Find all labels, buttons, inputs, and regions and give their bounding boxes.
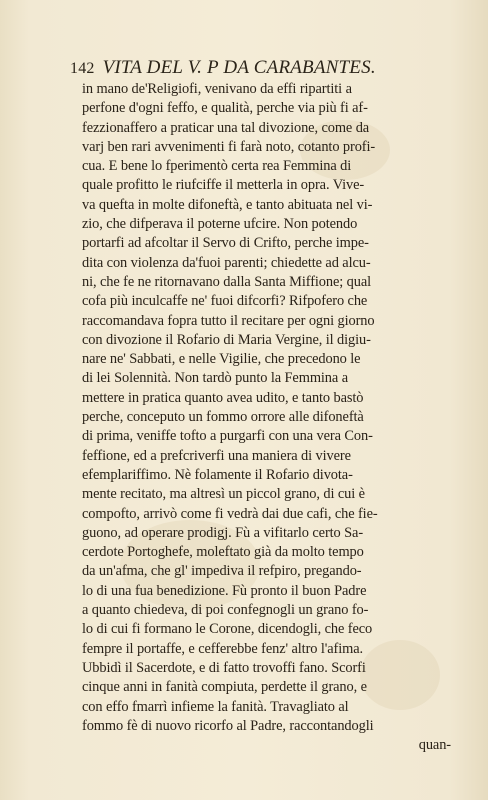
text-line: nare ne' Sabbati, e nelle Vigilie, che precedono le [82,351,361,368]
text-line: perfone d'ogni feffo, e qualità, perche via più fi af- [82,100,368,117]
text-line: di lei Solennità. Non tardò punto la Femmina a [82,370,348,387]
text-line: mettere in pratica quanto avea udito, e tanto bastò [82,389,364,406]
text-line: mente recitato, ma altresì un piccol grano, di cui è [82,486,365,503]
text-line: cinque anni in fanità compiuta, perdette il grano, e [82,679,367,696]
text-line: lo di cui fi formano le Corone, dicendogli, che feco [82,621,373,638]
text-line: cerdote Portoghefe, moleftato già da molto tempo [82,544,364,561]
text-line: raccomandava fopra tutto il recitare per ogni giorno [82,312,375,329]
text-line: lo di una fua benedizione. Fù pronto il buon Padre [82,582,367,599]
page-number: 142 [70,60,95,77]
text-line: fommo fè di nuovo ricorfo al Padre, raccontandogli [82,717,374,734]
body-text [82,80,467,755]
text-line: perche, conceputo un fommo orrore alle difoneftà [82,409,364,426]
text-line: a quanto chiedeva, di poi confegnogli un grano fo- [82,602,369,619]
text-line: di prima, veniffe tofto a purgarfi con una vera Con- [82,428,373,445]
text-line: guono, ad operare prodigj. Fù a vifitarlo certo Sa- [82,524,364,541]
text-line: va quefta in molte difoneftà, e tanto abituata nel vi- [82,196,373,213]
text-line: con effo fmarrì infieme la fanità. Travagliato al [82,698,349,715]
running-header [70,57,470,79]
text-line: dita con violenza da'fuoi parenti; chiedette ad alcu- [82,254,371,271]
text-line: compofto, arrivò come fi vedrà dai due cafi, che fie- [82,505,378,522]
text-line: varj ben rari avvenimenti fi farà noto, cotanto profi- [82,138,376,155]
text-line: feffione, ed a prefcriverfi una maniera di vivere [82,447,351,464]
text-line: portarfi ad afcoltar il Servo di Crifto, perche impe- [82,235,369,252]
text-line: ni, che fe ne ritornavano dalla Santa Miffione; qual [82,273,372,290]
text-line: fempre il portaffe, e cefferebbe fenz' altro l'afima. [82,640,364,657]
text-line: con divozione il Rofario di Maria Vergine, il digiu- [82,331,371,348]
text-line: cofa più inculcaffe ne' fuoi difcorfi? Rifpofero che [82,293,368,310]
text-line: zio, che difperava il poterne ufcire. Non potendo [82,216,358,233]
text-line: in mano de'Religiofi, venivano da effi ripartiti a [82,81,352,97]
catchword: quan- [418,737,451,754]
running-title: VITA DEL V. P DA CARABANTES. [102,57,376,78]
text-line: efemplariffimo. Nè folamente il Rofario divota- [82,466,353,483]
text-line: fezzionaffero a praticar una tal divozione, come da [82,119,370,136]
text-line: Ubbidì il Sacerdote, e di fatto trovoffi fano. Scorfi [82,659,366,676]
text-line: da un'afma, che gl' impediva il refpiro, pregando- [82,563,362,580]
text-line: quale profitto le riufciffe il metterla in opra. Vive- [82,177,365,194]
text-line: cua. E bene lo fperimentò certa rea Femmina di [82,158,352,175]
